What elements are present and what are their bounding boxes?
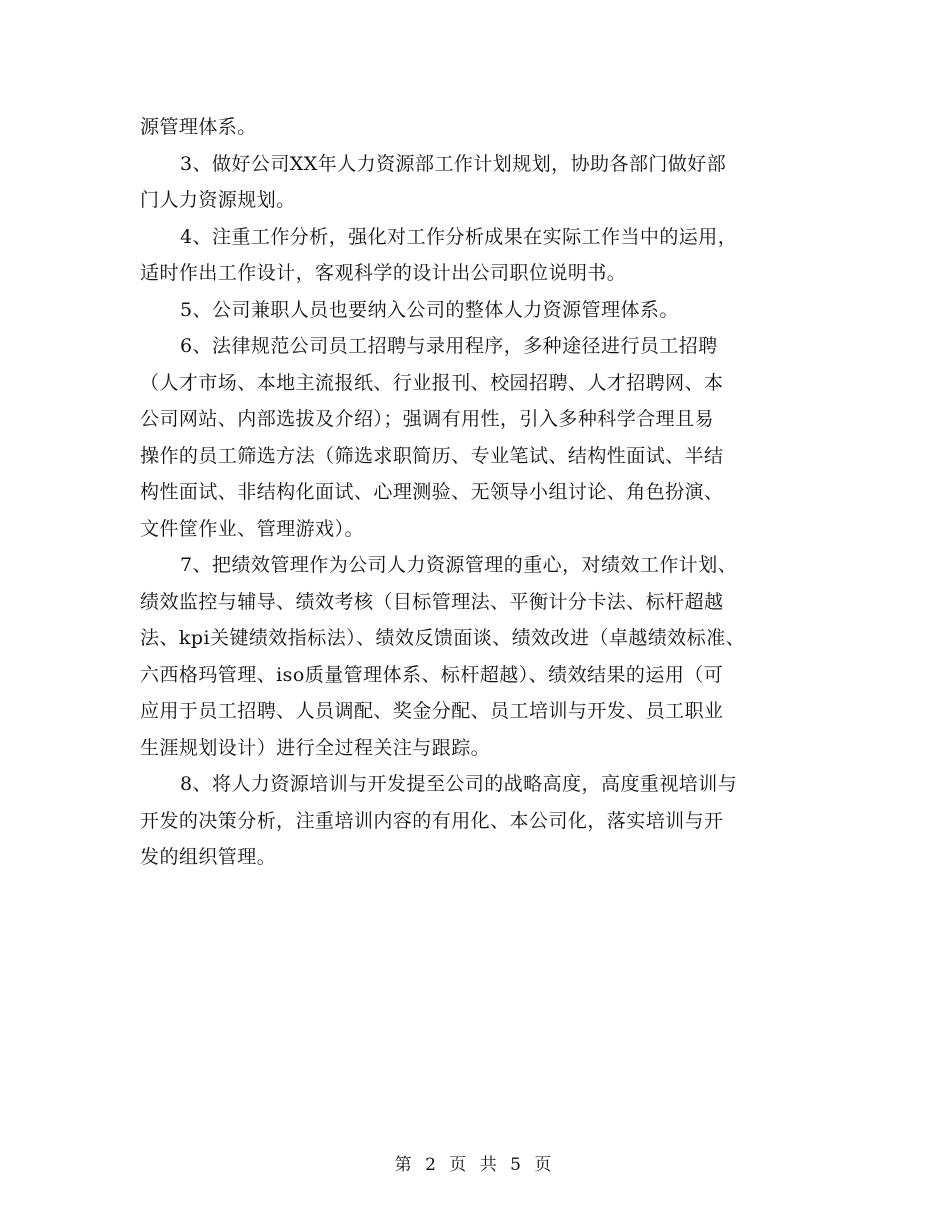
paragraph-6-line-3: 公司网站、内部选拔及介绍）；强调有用性，引入多种科学合理且易 — [140, 408, 715, 430]
paragraph-4-line-2: 适时作出工作设计，客观科学的设计出公司职位说明书。 — [140, 262, 627, 284]
text-line: 源管理体系。 — [140, 116, 257, 138]
paragraph-7-line-5: 应用于员工招聘、人员调配、奖金分配、员工培训与开发、员工职业 — [140, 700, 724, 722]
paragraph-6-line-5: 构性面试、非结构化面试、心理测验、无领导小组讨论、角色扮演、 — [140, 481, 724, 503]
paragraph-3-line-2: 门人力资源规划。 — [140, 189, 296, 211]
paragraph-3-line-1: 3、做好公司XX年人力资源部工作计划规划，协助各部门做好部 — [180, 152, 727, 175]
paragraph-6-line-1: 6、法律规范公司员工招聘与录用程序，多种途径进行员工招聘 — [180, 335, 718, 357]
paragraph-6-line-6: 文件筐作业、管理游戏）。 — [140, 517, 364, 540]
paragraph-7-line-6: 生涯规划设计）进行全过程关注与跟踪。 — [140, 736, 491, 759]
paragraph-7-line-4: 六西格玛管理、iso质量管理体系、标杆超越）、绩效结果的运用（可 — [140, 663, 724, 686]
paragraph-8-line-3: 发的组织管理。 — [140, 846, 277, 868]
paragraph-7-line-3: 法、kpi关键绩效指标法）、绩效反馈面谈、绩效改进（卓越绩效标准、 — [140, 627, 746, 649]
paragraph-7-line-2: 绩效监控与辅导、绩效考核（目标管理法、平衡计分卡法、标杆超越 — [140, 590, 724, 613]
paragraph-6-line-2: （人才市场、本地主流报纸、行业报刊、校园招聘、人才招聘网、本 — [140, 371, 724, 394]
paragraph-4-line-1: 4、注重工作分析，强化对工作分析成果在实际工作当中的运用， — [180, 225, 738, 248]
paragraph-5-line-1: 5、公司兼职人员也要纳入公司的整体人力资源管理体系。 — [180, 298, 679, 321]
page-number-footer: 第 2 页 共 5 页 — [394, 1155, 556, 1175]
document-body — [140, 109, 830, 876]
paragraph-8-line-2: 开发的决策分析，注重培训内容的有用化、本公司化，落实培训与开 — [140, 809, 724, 832]
paragraph-6-line-4: 操作的员工筛选方法（筛选求职简历、专业笔试、结构性面试、半结 — [140, 444, 724, 467]
paragraph-8-line-1: 8、将人力资源培训与开发提至公司的战略高度，高度重视培训与 — [180, 773, 738, 795]
paragraph-7-line-1: 7、把绩效管理作为公司人力资源管理的重心，对绩效工作计划、 — [180, 554, 738, 576]
